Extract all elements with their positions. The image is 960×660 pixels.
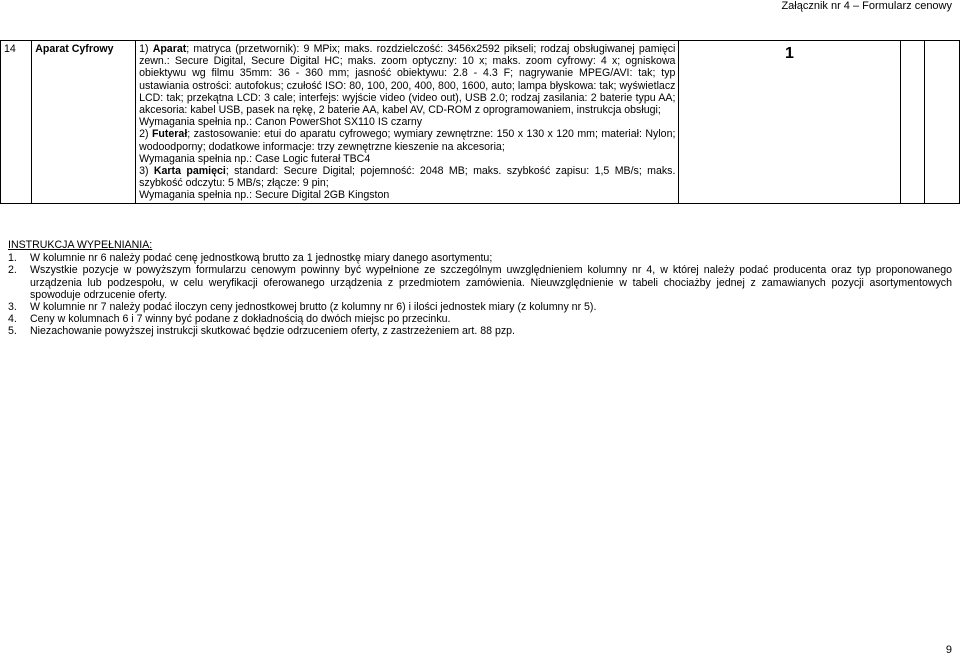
description-item-memory-card <box>139 165 675 189</box>
requirement-line: Wymagania spełnia np.: Canon PowerShot SX110 IS czarny <box>139 116 423 129</box>
instruction-item <box>8 325 952 337</box>
price-form-table <box>0 40 960 204</box>
requirement-line: Wymagania spełnia np.: Secure Digital 2GB Kingston <box>139 189 390 202</box>
table-row <box>1 41 960 204</box>
row-number-cell: 14 <box>1 41 32 204</box>
item-name-cell: Aparat Cyfrowy <box>32 41 136 204</box>
instruction-text: Niezachowanie powyższej instrukcji skutkować będzie odrzuceniem oferty, z zastrzeżeniem art. 88 pzp. <box>30 325 515 338</box>
quantity-cell: 1 <box>679 41 900 204</box>
instruction-text: Wszystkie pozycje w powyższym formularzu cenowym powinny być wypełnione ze szczególnym uwzględnieniem kolumny nr 4, w której należy podać producenta oraz typ proponowanego urządzenia lub podzespołu, w celu weryfikacji oferowanego urządzenia z przedmiotem zamówienia. Nieuwzględnienie w tabeli chociażby jednej z zamawianych pozycji asortymentowych spowoduje odrzucenie oferty. <box>30 264 952 301</box>
requirement-line: Wymagania spełnia np.: Case Logic futerał TBC4 <box>139 152 371 165</box>
instruction-number: 4. <box>8 313 17 326</box>
instruction-item <box>8 313 952 325</box>
item-body: ; standard: Secure Digital; pojemność: 2048 MB; maks. szybkość zapisu: 1,5 MB/s; maks. szybkość odczytu: 5 MB/s; złącze: 9 pin; <box>139 165 676 190</box>
instruction-number: 2. <box>8 264 17 277</box>
instruction-number: 1. <box>8 252 17 265</box>
instruction-text: W kolumnie nr 7 należy podać iloczyn ceny jednostkowej brutto (z kolumny nr 6) i ilości jednostek miary (z kolumny nr 5). <box>30 301 597 314</box>
instruction-item <box>8 264 952 301</box>
instruction-item <box>8 252 952 264</box>
empty-cell <box>900 41 924 204</box>
instruction-number: 5. <box>8 325 17 338</box>
instruction-text: Ceny w kolumnach 6 i 7 winny być podane z dokładnością do dwóch miejsc po przecinku. <box>30 313 451 326</box>
instruction-number: 3. <box>8 301 17 314</box>
item-description-cell <box>136 41 679 204</box>
instruction-item <box>8 301 952 313</box>
item-label: Futerał <box>151 128 188 141</box>
page-number: 9 <box>945 644 952 656</box>
instructions-title: INSTRUKCJA WYPEŁNIANIA: <box>8 239 153 251</box>
item-body: ; matryca (przetwornik): 9 MPix; maks. rozdzielczość: 3456x2592 pikseli; rodzaj obsługiwanej pamięci zewn.: Secure Digital, Secure Digital HC; maks. zoom optyczny: 10 x; maks. zoom cyfrowy: 4 x; ogniskowa obiektywu wg filmu 35mm: 36 - 360 mm; jasność obiektywu: 2.8 - 4.3 F; nagrywanie MPEG/AVI: tak; typ ustawiania ostrości: autofokus; czułość ISO: 80, 100, 200, 400, 800, 1600, auto; lampa błyskowa: tak; wyświetlacz LCD: tak; przekątna LCD: 3 cale; interfejs: wyjście video (video out), USB 2.0; rodzaj zasilania: 2 baterie typu AA; akcesoria: kabel USB, pasek na rękę, 2 baterie AA, kabel AV, CD-ROM z oprogramowaniem, instrukcja obsługi; <box>139 43 676 117</box>
item-prefix: 2) <box>139 128 152 141</box>
item-label: Karta pamięci <box>153 165 226 178</box>
document-header: Załącznik nr 4 – Formularz cenowy <box>781 0 952 12</box>
item-label: Aparat <box>152 43 187 55</box>
description-item-camera <box>139 43 675 116</box>
item-prefix: 1) <box>139 43 153 55</box>
item-body: ; zastosowanie: etui do aparatu cyfrowego; wymiary zewnętrzne: 150 x 130 x 120 mm; materiał: Nylon; wodoodporny; dodatkowe informacje: trzy zewnętrzne kieszenie na akcesoria; <box>139 128 676 153</box>
description-item-case <box>139 128 675 152</box>
empty-cell <box>924 41 959 204</box>
instruction-text: W kolumnie nr 6 należy podać cenę jednostkową brutto za 1 jednostkę miary danego asortymentu; <box>30 252 493 265</box>
instructions-section <box>8 239 952 338</box>
item-prefix: 3) <box>139 165 154 178</box>
